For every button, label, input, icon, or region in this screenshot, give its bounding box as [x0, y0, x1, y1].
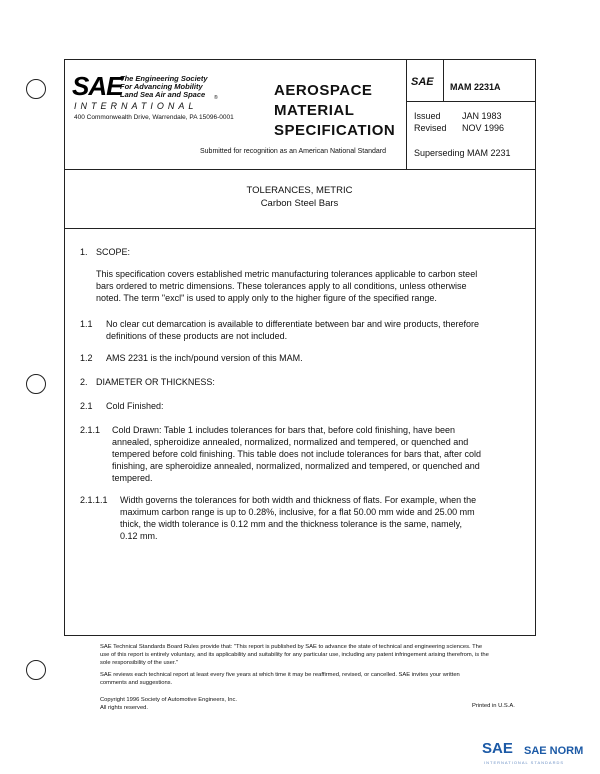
corner-sae-logo: SAE [411, 76, 434, 88]
header-divider-vertical [406, 59, 407, 169]
section-2-1-1-1-text-1: Width governs the tolerances for both width and thickness of flats. For example, when the [120, 495, 477, 505]
international-label: INTERNATIONAL [74, 101, 198, 111]
registered-mark: ® [214, 95, 218, 101]
section-1-1-text-2: definitions of these products are not included. [106, 331, 288, 341]
title-aerospace: AEROSPACE [274, 82, 373, 99]
footer-printed: Printed in U.S.A. [472, 703, 515, 709]
section-2-1-1-number: 2.1.1 [80, 425, 101, 435]
address: 400 Commonwealth Drive, Warrendale, PA 15096-0001 [74, 114, 234, 121]
section-1-1-text-1: No clear cut demarcation is available to differentiate between bar and wire products, therefore [106, 319, 480, 329]
section-1-text-1: This specification covers established metric manufacturing tolerances applicable to carbon steel [96, 269, 478, 279]
footer-review-1: SAE reviews each technical report at least every five years at which time it may be reaffirmed, revised, or cancelled. SAE invites your written [100, 672, 460, 678]
watermark-sae-norm: SAE NORM [524, 745, 584, 757]
section-2-1-1-text-3: tempered before cold finishing. This table does not include tolerances for bars that, after cold [112, 449, 482, 459]
footer-rules-3: sole responsibility of the user." [100, 660, 179, 666]
binder-hole-bottom [26, 660, 46, 680]
superseding-note: Superseding MAM 2231 [414, 148, 511, 158]
footer-rules-2: use of this report is entirely voluntary, and its applicability and suitability for any particular use, including any patent infringement arising therefrom, is the [100, 652, 489, 658]
section-2-1-number: 2.1 [80, 401, 93, 411]
footer-rights: All rights reserved. [100, 705, 149, 711]
section-2-1-1-text-4: finishing, are spheroidize annealed, normalized, normalized and tempered, or quenched and [112, 461, 480, 471]
revised-label: Revised [414, 123, 447, 133]
section-2-1-heading: Cold Finished: [106, 401, 164, 411]
watermark-subtitle: INTERNATIONAL STANDARDS [484, 760, 565, 765]
section-1-text-3: noted. The term "excl" is used to apply only to the higher figure of the specified range. [96, 293, 437, 303]
doc-title-line-2: Carbon Steel Bars [260, 198, 339, 209]
section-1-2-number: 1.2 [80, 353, 93, 363]
doc-title-line-1: TOLERANCES, METRIC [246, 185, 353, 196]
section-1-text-2: bars ordered to metric dimensions. These tolerances apply to all conditions, unless otherwise [96, 281, 467, 291]
header-bottom-line [64, 169, 535, 170]
section-2-1-1-1-text-4: 0.12 mm. [120, 531, 158, 541]
section-2-1-1-1-number: 2.1.1.1 [80, 495, 108, 505]
section-1-heading: SCOPE: [96, 247, 131, 257]
footer-rules-1: SAE Technical Standards Board Rules provide that: "This report is published by SAE to advance the state of technical and engineering sciences. The [100, 644, 483, 650]
corner-divider-vertical [443, 59, 444, 101]
issued-label: Issued [414, 111, 441, 121]
title-bottom-line [64, 228, 535, 229]
section-2-1-1-1-text-2: maximum carbon range is up to 0.28%, inclusive, for a flat 50.00 mm wide and 25.00 mm [120, 507, 475, 517]
watermark-sae-logo: SAE [482, 740, 513, 757]
binder-hole-middle [26, 374, 46, 394]
issued-date: JAN 1983 [462, 111, 502, 121]
title-specification: SPECIFICATION [274, 122, 396, 139]
sae-logo: SAE [72, 71, 123, 101]
submitted-note: Submitted for recognition as an American National Standard [200, 148, 386, 155]
footer-copyright: Copyright 1996 Society of Automotive Engineers, Inc. [100, 697, 237, 703]
tagline-line-2: For Advancing Mobility [120, 82, 203, 91]
section-1-number: 1. [80, 247, 88, 257]
tagline-line-1: The Engineering Society [120, 74, 208, 83]
section-2-1-1-1-text-3: thick, the width tolerance is 0.12 mm and the thickness tolerance is the same, namely, [120, 519, 462, 529]
section-2-heading: DIAMETER OR THICKNESS: [96, 377, 215, 387]
section-1-1-number: 1.1 [80, 319, 93, 329]
title-material: MATERIAL [274, 102, 355, 119]
section-2-number: 2. [80, 377, 88, 387]
spec-number-divider [406, 101, 535, 102]
document-frame [64, 59, 536, 636]
revised-date: NOV 1996 [462, 123, 505, 133]
section-2-1-1-text-1: Cold Drawn: Table 1 includes tolerances for bars that, before cold finishing, have been [112, 425, 456, 435]
footer-review-2: comments and suggestions. [100, 680, 173, 686]
section-2-1-1-text-2: annealed, spheroidize annealed, normalized, normalized and tempered, or quenched and [112, 437, 469, 447]
tagline-line-3: Land Sea Air and Space [120, 90, 206, 99]
spec-number: MAM 2231A [450, 82, 501, 92]
binder-hole-top [26, 79, 46, 99]
section-2-1-1-text-5: tempered. [112, 473, 153, 483]
section-1-2-text: AMS 2231 is the inch/pound version of this MAM. [106, 353, 303, 363]
